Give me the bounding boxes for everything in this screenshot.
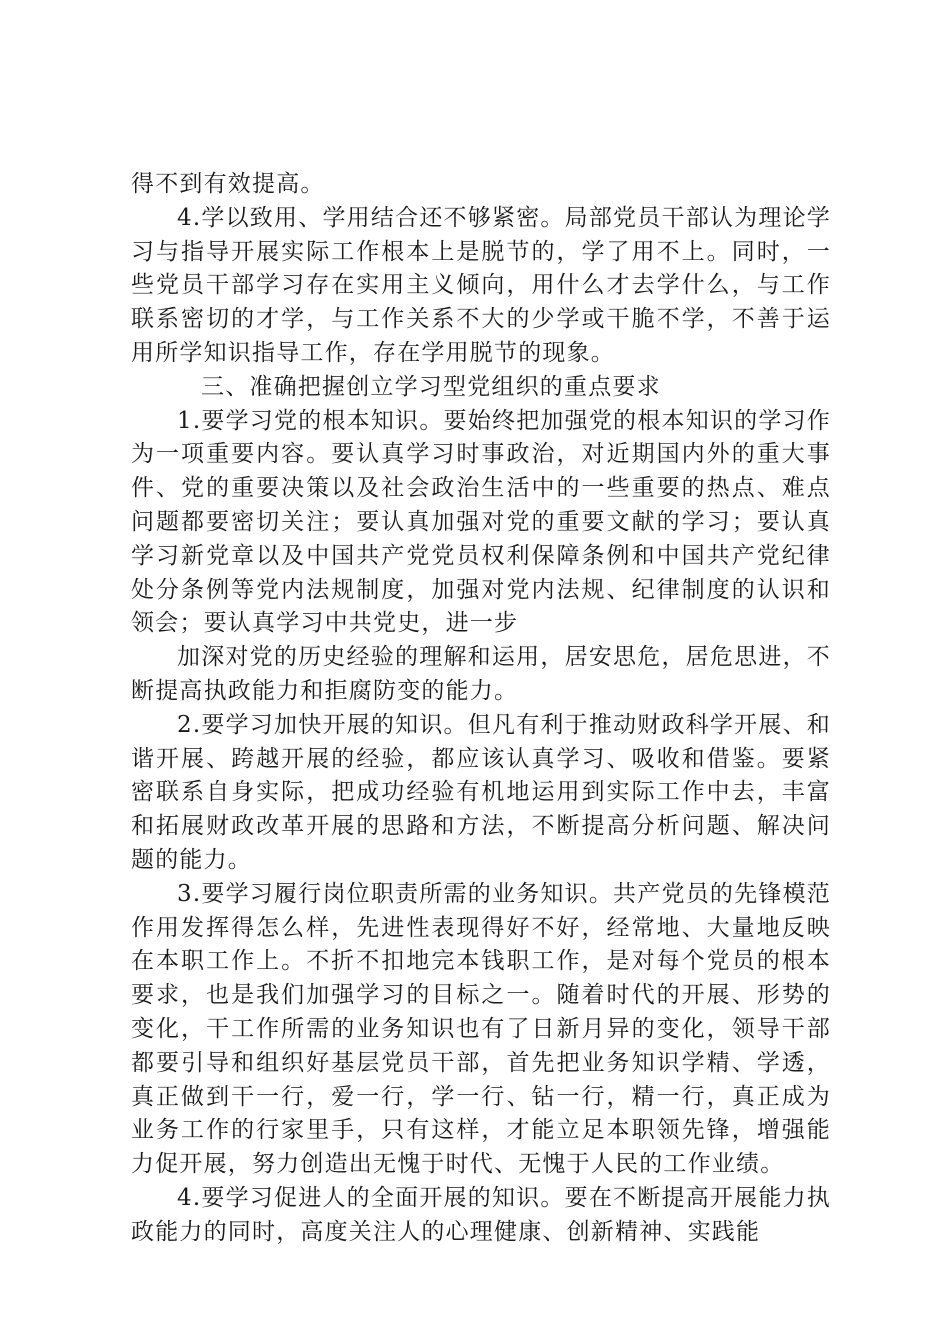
paragraph-point-1-party-knowledge: 1.要学习党的根本知识。要始终把加强党的根本知识的学习作为一项重要内容。要认真学习时事政治，对近期国内外的重大事件、党的重要决策以及社会政治生活中的一些重要的热点、难点问题都要密切关注；要认真加强对党的重要文献的学习；要认真学习新党章以及中国共产党党员权利保障条例和中国共产党纪律处分条例等党内法规制度，加强对党内法规、纪律制度的认识和领会；要认真学习中共党史，进一步 — [131, 407, 831, 637]
paragraph-point-3-job-knowledge: 3.要学习履行岗位职责所需的业务知识。共产党员的先锋模范作用发挥得怎么样，先进性表现得好不好，经常地、大量地反映在本职工作上。不折不扣地完本钱职工作，是对每个党员的根本要求，也是我们加强学习的目标之一。随着时代的开展、形势的变化，干工作所需的业务知识也有了日新月异的变化，领导干部都要引导和组织好基层党员干部，首先把业务知识学精、学透，真正做到干一行，爱一行，学一行、钻一行，精一行，真正成为业务工作的行家里手，只有这样，才能立足本职领先锋，增强能力促开展，努力创造出无愧于时代、无愧于人民的工作业绩。 — [131, 880, 831, 1178]
paragraph-point-1-continued: 加深对党的历史经验的理解和运用，居安思危，居危思进，不断提高执政能力和拒腐防变的能力。 — [131, 644, 831, 704]
document-page — [131, 168, 831, 1250]
paragraph-point-4-holistic-development: 4.要学习促进人的全面开展的知识。要在不断提高开展能力执政能力的同时，高度关注人的心理健康、创新精神、实践能 — [131, 1184, 831, 1245]
paragraph-point-4-study-application: 4.学以致用、学用结合还不够紧密。局部党员干部认为理论学习与指导开展实际工作根本上是脱节的，学了用不上。同时，一些党员干部学习存在实用主义倾向，用什么才去学什么，与工作联系密切的才学，与工作关系不大的少学或干脆不学，不善于运用所学知识指导工作，存在学用脱节的现象。 — [131, 204, 831, 366]
paragraph-continuation: 得不到有效提高。 — [131, 171, 325, 197]
paragraph-point-2-development-knowledge: 2.要学习加快开展的知识。但凡有利于推动财政科学开展、和谐开展、跨越开展的经验，都应该认真学习、吸收和借鉴。要紧密联系自身实际，把成功经验有机地运用到实际工作中去，丰富和拓展财政改革开展的思路和方法，不断提高分析问题、解决问题的能力。 — [131, 711, 831, 873]
section-heading-three: 三、准确把握创立学习型党组织的重点要求 — [201, 373, 661, 400]
